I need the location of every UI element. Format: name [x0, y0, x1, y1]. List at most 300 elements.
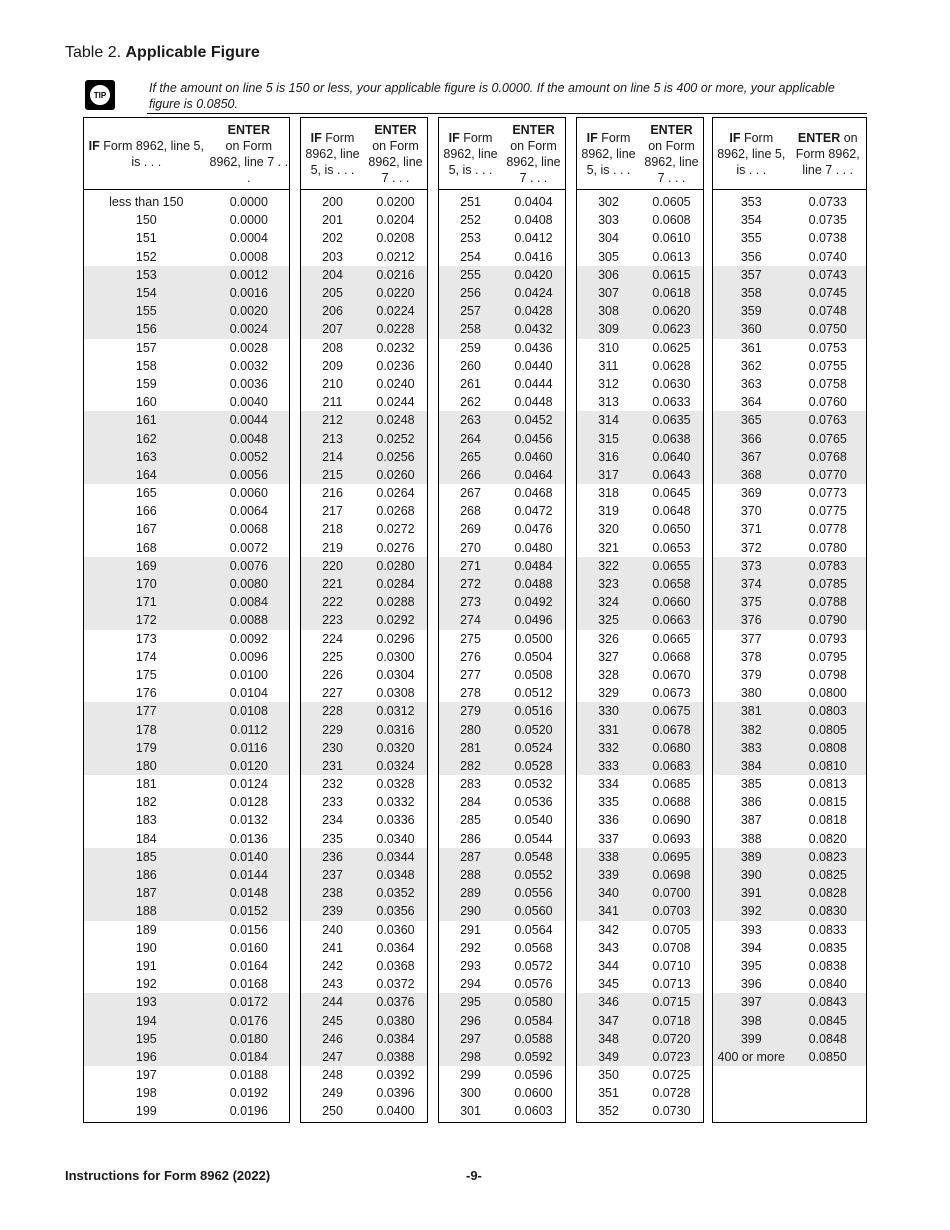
line5-value: 258 [460, 322, 481, 337]
table-row [439, 193, 565, 211]
applicable-figure: 0.0116 [230, 740, 268, 755]
applicable-figure: 0.0840 [808, 977, 847, 992]
line5-value: 338 [598, 849, 619, 864]
header-enter-keyword: ENTER [797, 130, 841, 145]
line5-value: 167 [135, 522, 157, 537]
applicable-figure: 0.0132 [229, 813, 268, 828]
line5-value: 170 [135, 577, 157, 592]
applicable-figure: 0.0304 [376, 667, 415, 682]
line5-value: 373 [740, 558, 762, 573]
line5-value: 313 [598, 395, 619, 410]
applicable-figure: 0.0825 [808, 868, 847, 883]
table-row [84, 957, 289, 975]
applicable-figure: 0.0524 [514, 740, 553, 755]
applicable-figure: 0.0532 [514, 777, 553, 792]
line5-value: 270 [460, 540, 481, 555]
table-row [301, 939, 427, 957]
line5-value: 227 [322, 686, 343, 701]
table-row [84, 848, 289, 866]
table-row [439, 429, 565, 447]
applicable-figure: 0.0384 [376, 1031, 415, 1046]
applicable-figure: 0.0610 [652, 231, 691, 246]
applicable-figure: 0.0088 [229, 613, 268, 628]
applicable-figure: 0.0292 [376, 613, 415, 628]
table-row [713, 229, 866, 247]
line5-value: 345 [598, 977, 619, 992]
applicable-figure: 0.0713 [652, 977, 691, 992]
line5-value: 334 [598, 777, 619, 792]
table-row [84, 484, 289, 502]
applicable-figure: 0.0625 [652, 340, 691, 355]
line5-value: 386 [740, 795, 762, 810]
table-row [84, 1084, 289, 1102]
applicable-figure: 0.0288 [376, 595, 415, 610]
table-row [713, 1030, 866, 1048]
table-row [301, 648, 427, 666]
applicable-figure: 0.0735 [808, 213, 847, 228]
applicable-figure: 0.0168 [229, 977, 268, 992]
table-row [577, 593, 703, 611]
table-column-1 [83, 117, 290, 1123]
line5-value: 274 [460, 613, 481, 628]
applicable-figure: 0.0412 [514, 231, 553, 246]
table-row [439, 466, 565, 484]
applicable-figure: 0.0356 [376, 904, 415, 919]
applicable-figure: 0.0156 [229, 922, 268, 937]
line5-value: 272 [460, 577, 481, 592]
line5-value: 183 [135, 813, 157, 828]
table-row [84, 339, 289, 357]
table-row [713, 666, 866, 684]
applicable-figure: 0.0758 [808, 376, 847, 391]
line5-value: 202 [322, 231, 343, 246]
line5-value: 261 [460, 376, 481, 391]
table-row [713, 520, 866, 538]
applicable-figure: 0.0372 [376, 977, 415, 992]
line5-value: 399 [740, 1031, 762, 1046]
line5-value: 239 [322, 904, 343, 919]
table-row [577, 630, 703, 648]
line5-value: 184 [135, 831, 157, 846]
table-row [577, 339, 703, 357]
applicable-figure: 0.0456 [514, 431, 553, 446]
table-row [713, 357, 866, 375]
applicable-figure: 0.0496 [514, 613, 553, 628]
line5-value: 290 [460, 904, 481, 919]
table-row [577, 739, 703, 757]
line5-value: 289 [460, 886, 481, 901]
table-row [577, 702, 703, 720]
table-row [301, 702, 427, 720]
line5-value: 218 [322, 522, 343, 537]
header-if-line5 [439, 118, 502, 189]
applicable-figure: 0.0673 [652, 686, 691, 701]
line5-value: 326 [598, 631, 619, 646]
line5-value: 249 [322, 1086, 343, 1101]
table-row [713, 830, 866, 848]
line5-value: 267 [460, 486, 481, 501]
line5-value: 381 [740, 704, 762, 719]
line5-value: 400 or more [717, 1049, 785, 1064]
applicable-figure: 0.0808 [808, 740, 847, 755]
line5-value: 365 [740, 413, 762, 428]
line5-value: 363 [740, 376, 762, 391]
applicable-figure: 0.0504 [514, 649, 553, 664]
applicable-figure: 0.0770 [808, 467, 847, 482]
applicable-figure: 0.0745 [808, 286, 847, 301]
header-enter-keyword: ENTER [374, 122, 417, 137]
table-row [301, 339, 427, 357]
line5-value: 283 [460, 777, 481, 792]
table-row [301, 302, 427, 320]
applicable-figure: 0.0540 [514, 813, 553, 828]
table-row [84, 393, 289, 411]
table-row [439, 775, 565, 793]
applicable-figure: 0.0615 [652, 267, 691, 282]
table-row [713, 466, 866, 484]
line5-value: 382 [740, 722, 762, 737]
applicable-figure: 0.0060 [229, 486, 268, 501]
line5-value: 189 [135, 922, 157, 937]
line5-value: 240 [322, 922, 343, 937]
table-row [439, 957, 565, 975]
applicable-figure: 0.0300 [376, 649, 415, 664]
table-row [301, 739, 427, 757]
line5-value: 397 [740, 995, 762, 1010]
applicable-figure: 0.0835 [808, 940, 847, 955]
table-row [301, 1066, 427, 1084]
table-column-5 [712, 117, 867, 1123]
line5-value: 222 [322, 595, 343, 610]
applicable-figure: 0.0778 [808, 522, 847, 537]
applicable-figure: 0.0580 [514, 995, 553, 1010]
line5-value: 389 [740, 849, 762, 864]
line5-value: 163 [135, 449, 157, 464]
line5-value: 250 [322, 1104, 343, 1119]
header-if-keyword: IF [88, 138, 100, 153]
applicable-figure: 0.0843 [808, 995, 847, 1010]
applicable-figure: 0.0028 [229, 340, 268, 355]
line5-value: 271 [460, 558, 481, 573]
line5-value: 198 [135, 1086, 157, 1101]
line5-value: 238 [322, 886, 343, 901]
line5-value: 340 [598, 886, 619, 901]
header-enter-text: on Form 8962, line 7 . . . [795, 130, 860, 177]
table-row [439, 484, 565, 502]
table-row [439, 684, 565, 702]
table-row [577, 684, 703, 702]
applicable-figure: 0.0092 [229, 631, 268, 646]
table-row [439, 575, 565, 593]
table-name: Applicable Figure [125, 44, 260, 61]
applicable-figure: 0.0576 [514, 977, 553, 992]
applicable-figure: 0.0820 [808, 831, 847, 846]
line5-value: 220 [322, 558, 343, 573]
line5-value: 242 [322, 958, 343, 973]
line5-value: 305 [598, 249, 619, 264]
table-row [439, 448, 565, 466]
table-row [713, 266, 866, 284]
line5-value: 359 [740, 304, 762, 319]
applicable-figure: 0.0008 [229, 249, 268, 264]
header-if-text: Form 8962, line 5, is . . . [305, 130, 360, 177]
line5-value: 181 [135, 777, 157, 792]
table-column-4 [576, 117, 704, 1123]
table-row [439, 720, 565, 738]
applicable-figure: 0.0172 [229, 995, 268, 1010]
line5-value: 332 [598, 740, 619, 755]
table-row [439, 539, 565, 557]
table-row [301, 1030, 427, 1048]
table-row [301, 375, 427, 393]
line5-value: 233 [322, 795, 343, 810]
column-rows [439, 190, 565, 1121]
applicable-figure: 0.0436 [514, 340, 553, 355]
applicable-figure: 0.0036 [229, 376, 268, 391]
applicable-figure: 0.0000 [229, 213, 268, 228]
line5-value: 308 [598, 304, 619, 319]
table-row [84, 720, 289, 738]
applicable-figure: 0.0052 [229, 449, 268, 464]
applicable-figure: 0.0144 [229, 868, 268, 883]
line5-value: 371 [740, 522, 762, 537]
applicable-figure: 0.0272 [376, 522, 415, 537]
header-enter-keyword: ENTER [650, 122, 693, 137]
table-row [577, 957, 703, 975]
table-row [84, 284, 289, 302]
applicable-figure: 0.0100 [229, 667, 268, 682]
line5-value: 383 [740, 740, 762, 755]
table-row [713, 1011, 866, 1029]
applicable-figure: 0.0763 [808, 413, 847, 428]
table-row [439, 248, 565, 266]
table-row [84, 448, 289, 466]
line5-value: 393 [740, 922, 762, 937]
applicable-figure: 0.0592 [514, 1049, 553, 1064]
table-row [84, 502, 289, 520]
table-row [301, 393, 427, 411]
applicable-figure: 0.0208 [376, 231, 415, 246]
applicable-figure: 0.0252 [376, 431, 415, 446]
table-row [577, 320, 703, 338]
line5-value: 362 [740, 358, 762, 373]
table-row [577, 1048, 703, 1066]
header-if-keyword: IF [729, 130, 741, 145]
applicable-figure: 0.0705 [652, 922, 691, 937]
applicable-figure: 0.0096 [229, 649, 268, 664]
applicable-figure: 0.0675 [652, 704, 691, 719]
applicable-figure: 0.0718 [652, 1013, 691, 1028]
line5-value: 187 [135, 886, 157, 901]
table-row [301, 775, 427, 793]
applicable-figure: 0.0448 [514, 395, 553, 410]
line5-value: 284 [460, 795, 481, 810]
line5-value: 354 [740, 213, 762, 228]
table-row [439, 739, 565, 757]
table-row [84, 411, 289, 429]
applicable-figure: 0.0140 [229, 849, 268, 864]
line5-value: 180 [135, 758, 157, 773]
table-row [713, 429, 866, 447]
tip-icon [85, 80, 115, 110]
table-row [301, 575, 427, 593]
table-row [713, 320, 866, 338]
column-header [577, 118, 703, 190]
line5-value: 255 [460, 267, 481, 282]
line5-value: 247 [322, 1049, 343, 1064]
table-row [713, 775, 866, 793]
line5-value: 328 [598, 667, 619, 682]
applicable-figure: 0.0793 [808, 631, 847, 646]
line5-value: 307 [598, 286, 619, 301]
applicable-figure: 0.0650 [652, 522, 691, 537]
table-row [84, 575, 289, 593]
table-row [439, 921, 565, 939]
applicable-figure: 0.0643 [652, 467, 691, 482]
table-row [439, 757, 565, 775]
line5-value: 394 [740, 940, 762, 955]
table-row [301, 684, 427, 702]
line5-value: 356 [740, 249, 762, 264]
line5-value: 273 [460, 595, 481, 610]
table-row [439, 793, 565, 811]
table-row [301, 993, 427, 1011]
applicable-figure: 0.0552 [514, 868, 553, 883]
header-if-line5 [713, 118, 790, 189]
table-row [84, 611, 289, 629]
table-row [439, 1011, 565, 1029]
table-row [577, 484, 703, 502]
table-row [84, 375, 289, 393]
table-row [439, 884, 565, 902]
line5-value: 320 [598, 522, 619, 537]
table-row [301, 248, 427, 266]
table-row [301, 611, 427, 629]
header-if-keyword: IF [310, 130, 322, 145]
table-row [577, 811, 703, 829]
table-row [577, 902, 703, 920]
table-row [713, 630, 866, 648]
table-row [84, 229, 289, 247]
table-row [84, 1030, 289, 1048]
header-if-text: Form 8962, line 5, is . . . [581, 130, 636, 177]
applicable-figure: 0.0690 [652, 813, 691, 828]
applicable-figure: 0.0148 [229, 886, 268, 901]
applicable-figure: 0.0044 [229, 413, 268, 428]
table-row [301, 448, 427, 466]
line5-value: 331 [598, 722, 619, 737]
line5-value: 211 [322, 395, 343, 410]
applicable-figure: 0.0472 [514, 504, 553, 519]
table-row [577, 993, 703, 1011]
applicable-figure: 0.0613 [652, 249, 691, 264]
header-enter-keyword: ENTER [227, 122, 270, 137]
table-row [301, 902, 427, 920]
line5-value: 214 [322, 449, 343, 464]
applicable-figure: 0.0380 [376, 1013, 415, 1028]
table-row [84, 939, 289, 957]
table-row [301, 757, 427, 775]
applicable-figure: 0.0508 [514, 667, 553, 682]
applicable-figure: 0.0720 [652, 1031, 691, 1046]
table-row [439, 993, 565, 1011]
applicable-figure: 0.0328 [376, 777, 415, 792]
applicable-figure: 0.0500 [514, 631, 553, 646]
line5-value: 226 [322, 667, 343, 682]
table-number: Table 2. [65, 44, 122, 61]
applicable-figure: 0.0668 [652, 649, 691, 664]
applicable-figure: 0.0823 [808, 849, 847, 864]
table-row [713, 866, 866, 884]
line5-value: 186 [135, 868, 157, 883]
table-row [713, 884, 866, 902]
applicable-figure: 0.0544 [514, 831, 553, 846]
footer-form-title: Instructions for Form 8962 (2022) [65, 1168, 271, 1183]
applicable-figure: 0.0264 [376, 486, 415, 501]
applicable-figure: 0.0683 [652, 758, 691, 773]
table-row [84, 702, 289, 720]
line5-value: 324 [598, 595, 619, 610]
line5-value: 159 [135, 376, 157, 391]
applicable-figure: 0.0730 [652, 1104, 691, 1119]
line5-value: 368 [740, 467, 762, 482]
applicable-figure: 0.0688 [652, 795, 691, 810]
line5-value: 231 [322, 758, 343, 773]
table-row [439, 866, 565, 884]
line5-value: 388 [740, 831, 762, 846]
line5-value: 323 [598, 577, 619, 592]
line5-value: 256 [460, 286, 481, 301]
line5-value: 203 [322, 249, 343, 264]
line5-value: 257 [460, 304, 481, 319]
applicable-figure: 0.0685 [652, 777, 691, 792]
applicable-figure: 0.0564 [514, 922, 553, 937]
applicable-figure: 0.0040 [229, 395, 268, 410]
line5-value: 314 [598, 413, 619, 428]
applicable-figure: 0.0084 [229, 595, 268, 610]
applicable-figure: 0.0695 [652, 849, 691, 864]
applicable-figure: 0.0464 [514, 467, 553, 482]
applicable-figure: 0.0492 [514, 595, 553, 610]
applicable-figure: 0.0638 [652, 431, 691, 446]
table-row [577, 211, 703, 229]
applicable-figure: 0.0618 [652, 286, 691, 301]
table-row [713, 448, 866, 466]
applicable-figure: 0.0020 [229, 304, 268, 319]
line5-value: 357 [740, 267, 762, 282]
line5-value: 311 [598, 358, 619, 373]
line5-value: 260 [460, 358, 481, 373]
table-row [439, 1102, 565, 1120]
line5-value: 299 [460, 1068, 481, 1083]
table-row [577, 520, 703, 538]
line5-value: 228 [322, 704, 343, 719]
table-row [84, 921, 289, 939]
table-row [84, 357, 289, 375]
line5-value: 390 [740, 868, 762, 883]
header-enter-line7 [209, 118, 289, 189]
table-row [577, 757, 703, 775]
table-row [301, 357, 427, 375]
applicable-figure: 0.0488 [514, 577, 553, 592]
applicable-figure: 0.0128 [229, 795, 268, 810]
line5-value: 156 [135, 322, 157, 337]
table-row [439, 211, 565, 229]
table-row [577, 720, 703, 738]
line5-value: 197 [135, 1068, 157, 1083]
applicable-figure: 0.0728 [652, 1086, 691, 1101]
applicable-figure: 0.0536 [514, 795, 553, 810]
